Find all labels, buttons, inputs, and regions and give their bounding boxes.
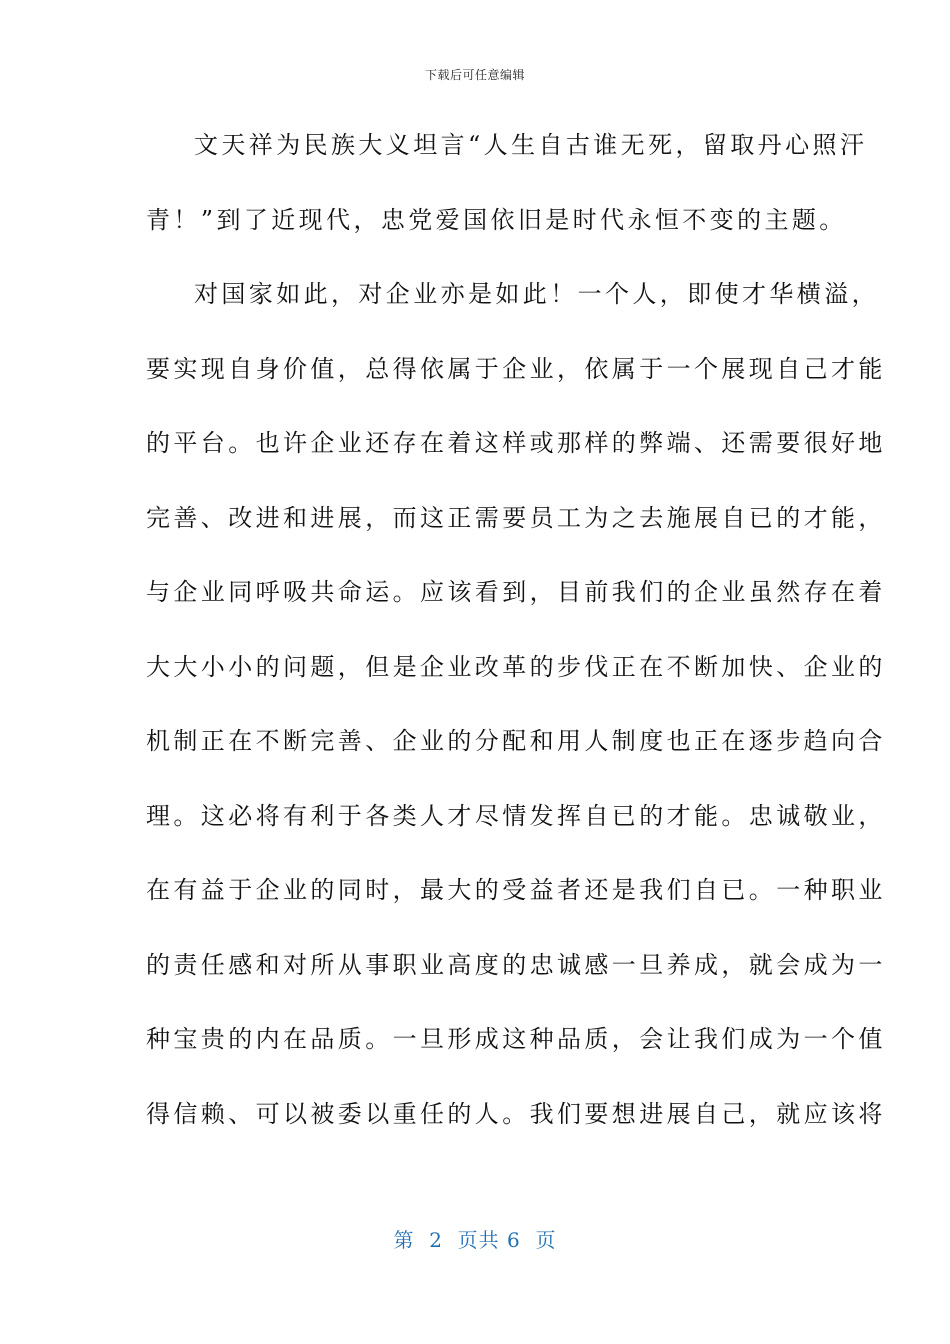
document-body — [146, 117, 886, 1160]
text-line: 对国家如此，对企业亦是如此！一个人，即使才华横溢， — [194, 280, 879, 308]
text-line: 得信赖、可以被委以重任的人。我们要想进展自己，就应该将 — [146, 1099, 886, 1128]
text-line: 理。这必将有利于各类人才尽情发挥自已的才能。忠诚敬业， — [146, 801, 886, 830]
text-line: 青！”到了近现代，忠党爱国依旧是时代永恒不变的主题。 — [146, 205, 847, 234]
text-line: 的责任感和对所从事职业高度的忠诚感一旦养成，就会成为一 — [146, 950, 886, 979]
text-line: 的平台。也许企业还存在着这样或那样的弊端、还需要很好地 — [146, 429, 886, 457]
text-line: 大大小小的问题，但是企业改革的步伐正在不断加快、企业的 — [146, 652, 886, 681]
text-line: 在有益于企业的同时，最大的受益者还是我们自已。一种职业 — [146, 876, 886, 904]
text-line: 文天祥为民族大义坦言“人生自古谁无死，留取丹心照汗 — [194, 131, 868, 159]
text-line: 完善、改进和进展，而这正需要员工为之去施展自已的才能， — [146, 503, 886, 532]
page-number-footer: 第 2 页共 6 页 — [393, 1228, 557, 1252]
text-line: 机制正在不断完善、企业的分配和用人制度也正在逐步趋向合 — [146, 727, 886, 755]
text-line: 与企业同呼吸共命运。应该看到，目前我们的企业虽然存在着 — [146, 578, 886, 606]
text-line: 要实现自身价值，总得依属于企业，依属于一个展现自己才能 — [146, 354, 886, 383]
text-line: 种宝贵的内在品质。一旦形成这种品质，会让我们成为一个值 — [146, 1025, 886, 1053]
page-header: 下载后可任意编辑 — [424, 68, 525, 82]
